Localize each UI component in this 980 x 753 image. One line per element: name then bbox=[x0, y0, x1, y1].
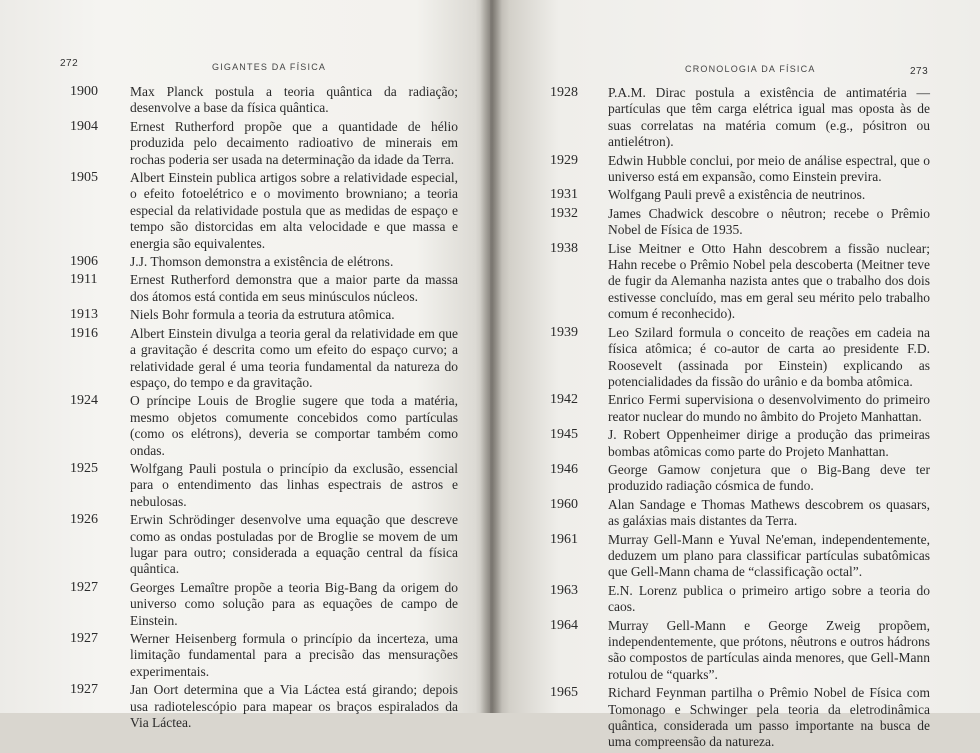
entry-text: Albert Einstein divulga a teoria geral da relatividade em que a gravitação é descrita como um efeito do espaço curvo; a relatividade geral é uma teoria fundamental da natureza do espaço, do tempo e da gravitação. bbox=[130, 325, 458, 390]
entry-text: Lise Meitner e Otto Hahn descobrem a fissão nuclear; Hahn recebe o Prêmio Nobel pela descoberta (Meitner teve de fugir da Alemanha nazista antes que o trabalho dos dois estivesse concluído, mas em geral seu mérito pelo trabalho comum é reconhecido). bbox=[608, 240, 930, 322]
timeline-entry bbox=[550, 392, 930, 425]
entry-text: Georges Lemaître propõe a teoria Big-Bang da origem do universo como solução para as equações de campo de Einstein. bbox=[130, 579, 458, 628]
entry-year: 1905 bbox=[70, 170, 98, 186]
entry-text: Alan Sandage e Thomas Mathews descobrem os quasars, as galáxias mais distantes da Terra. bbox=[608, 496, 930, 529]
entry-text: Edwin Hubble conclui, por meio de análise espectral, que o universo está em expansão, como Einstein previra. bbox=[608, 152, 930, 185]
timeline-entry bbox=[550, 427, 930, 460]
right-page bbox=[490, 0, 980, 750]
entry-year: 1938 bbox=[550, 240, 578, 256]
entry-year: 1904 bbox=[70, 118, 98, 134]
entry-year: 1939 bbox=[550, 324, 578, 340]
entry-text: Leo Szilard formula o conceito de reações em cadeia na física atômica; é co-autor de carta ao presidente F.D. Roosevelt (assinada por Einstein) explicando as potencialidades da fissão do urânio e da bomba atômica. bbox=[608, 324, 930, 389]
timeline-entry bbox=[550, 241, 930, 323]
entry-year: 1927 bbox=[70, 579, 98, 595]
entry-text: Ernest Rutherford demonstra que a maior parte da massa dos átomos está contida em seus minúsculos núcleos. bbox=[130, 272, 458, 304]
timeline-entry bbox=[550, 618, 930, 684]
timeline-entry bbox=[550, 85, 930, 151]
entry-text: Enrico Fermi supervisiona o desenvolvimento do primeiro reator nuclear do mundo no âmbito do Projeto Manhattan. bbox=[608, 392, 930, 424]
timeline-entry bbox=[550, 187, 930, 203]
entry-year: 1942 bbox=[550, 392, 578, 408]
timeline-entry bbox=[70, 461, 458, 510]
entry-year: 1900 bbox=[70, 84, 98, 99]
timeline-entry bbox=[70, 682, 458, 731]
timeline-entry bbox=[70, 170, 458, 252]
entry-text: J. Robert Oppenheimer dirige a produção das primeiras bombas atômicas como parte do Projeto Manhattan. bbox=[608, 427, 930, 459]
entry-year: 1964 bbox=[550, 617, 578, 633]
timeline-entry bbox=[550, 497, 930, 530]
entry-year: 1928 bbox=[550, 85, 578, 100]
entry-year: 1913 bbox=[70, 307, 98, 323]
timeline-entry bbox=[70, 119, 458, 168]
entry-text: Werner Heisenberg formula o princípio da incerteza, uma limitação fundamental para a precisão das mensurações experimentais. bbox=[130, 631, 458, 679]
page-number: 273 bbox=[910, 66, 929, 77]
entry-year: 1932 bbox=[550, 205, 578, 221]
entry-year: 1931 bbox=[550, 187, 578, 203]
entry-text: Niels Bohr formula a teoria da estrutura atômica. bbox=[130, 307, 395, 323]
entry-year: 1961 bbox=[550, 531, 578, 547]
timeline-entry bbox=[70, 631, 458, 680]
entry-text: E.N. Lorenz publica o primeiro artigo sobre a teoria do caos. bbox=[608, 582, 930, 615]
entry-year: 1926 bbox=[70, 512, 98, 528]
entry-text: Ernest Rutherford propõe que a quantidade de hélio produzida pelo decaimento radioativo de minerais em rochas poderia ser usada na determinação da idade da Terra. bbox=[130, 118, 458, 167]
timeline-entry bbox=[70, 307, 458, 323]
running-head: GIGANTES DA FÍSICA bbox=[212, 62, 327, 72]
entry-text: P.A.M. Dirac postula a existência de antimatéria — partículas que têm carga elétrica igual mas oposta às de suas correlatas na matéria comum (e.g., pósitron ou antielétron). bbox=[608, 85, 930, 150]
left-page bbox=[0, 0, 490, 731]
timeline-entry bbox=[550, 325, 930, 391]
timeline-entry bbox=[550, 583, 930, 616]
entry-year: 1963 bbox=[550, 582, 578, 598]
timeline-entry bbox=[70, 512, 458, 578]
timeline-entry bbox=[550, 532, 930, 581]
entry-year: 1906 bbox=[70, 254, 98, 270]
entry-year: 1946 bbox=[550, 461, 578, 477]
running-head: CRONOLOGIA DA FÍSICA bbox=[685, 64, 816, 74]
timeline-entry bbox=[70, 272, 458, 305]
entry-year: 1927 bbox=[70, 631, 98, 646]
timeline-entry bbox=[70, 84, 458, 117]
timeline-entry bbox=[70, 254, 458, 270]
entry-year: 1929 bbox=[550, 152, 578, 168]
entry-text: Albert Einstein publica artigos sobre a relatividade especial, o efeito fotoelétrico e o movimento browniano; a teoria especial da relatividade postula que as medidas de espaço e tempo são distorcidas em alta velocidade e que massa e energia são equivalentes. bbox=[130, 170, 458, 251]
entry-year: 1924 bbox=[70, 393, 98, 409]
entry-text: Murray Gell-Mann e Yuval Ne'eman, independentemente, deduzem um plano para classificar partículas subatômicas que Gell-Mann chama de “classificação octal”. bbox=[608, 531, 930, 580]
entry-text: George Gamow conjetura que o Big-Bang deve ter produzido radiação cósmica de fundo. bbox=[608, 461, 930, 494]
entry-year: 1960 bbox=[550, 496, 578, 512]
entry-year: 1916 bbox=[70, 325, 98, 341]
page-number: 272 bbox=[60, 58, 79, 69]
entry-text: Jan Oort determina que a Via Láctea está girando; depois usa radiotelescópio para mapear os braços espiralados da Via Láctea. bbox=[130, 682, 458, 731]
entry-text: Wolfgang Pauli prevê a existência de neutrinos. bbox=[608, 187, 866, 203]
entry-text: J.J. Thomson demonstra a existência de elétrons. bbox=[130, 254, 394, 270]
entry-text: Wolfgang Pauli postula o princípio da exclusão, essencial para o entendimento das linhas espectrais de astros e nebulosas. bbox=[130, 460, 458, 509]
entry-text: Murray Gell-Mann e George Zweig propõem, independentemente, que prótons, nêutrons e outros hádrons são compostos de partículas ainda menores, que Gell-Mann rotulou de “quarks”. bbox=[608, 617, 930, 682]
timeline-entry bbox=[70, 393, 458, 459]
timeline-entry bbox=[70, 580, 458, 629]
entry-text: Richard Feynman partilha o Prêmio Nobel de Física com Tomonago e Schwinger pela teoria da eletrodinâmica quântica, considerada um passo importante na busca de uma compreensão da natureza. bbox=[608, 685, 930, 750]
entry-year: 1911 bbox=[70, 272, 98, 288]
book-gutter bbox=[480, 0, 502, 713]
timeline-entry bbox=[550, 153, 930, 186]
timeline-entry bbox=[70, 326, 458, 392]
entry-year: 1945 bbox=[550, 427, 578, 443]
entry-year: 1925 bbox=[70, 460, 98, 476]
entry-text: James Chadwick descobre o nêutron; recebe o Prêmio Nobel de Física de 1935. bbox=[608, 205, 930, 238]
entry-text: Erwin Schrödinger desenvolve uma equação que descreve como as ondas postuladas por de Broglie se movem de um lugar para outro; considerada a equação central da física quântica. bbox=[130, 512, 458, 577]
timeline-entry bbox=[550, 462, 930, 495]
entry-year: 1927 bbox=[70, 682, 98, 698]
timeline-list bbox=[70, 84, 458, 733]
timeline-entry bbox=[550, 685, 930, 751]
timeline-list bbox=[550, 85, 930, 753]
entry-text: O príncipe Louis de Broglie sugere que toda a matéria, mesmo objetos comumente concebidos como partículas (como os elétrons), deveria se comportar também como ondas. bbox=[130, 393, 458, 458]
timeline-entry bbox=[550, 206, 930, 239]
entry-year: 1965 bbox=[550, 685, 578, 701]
entry-text: Max Planck postula a teoria quântica da radiação; desenvolve a base da física quântica. bbox=[130, 84, 458, 116]
